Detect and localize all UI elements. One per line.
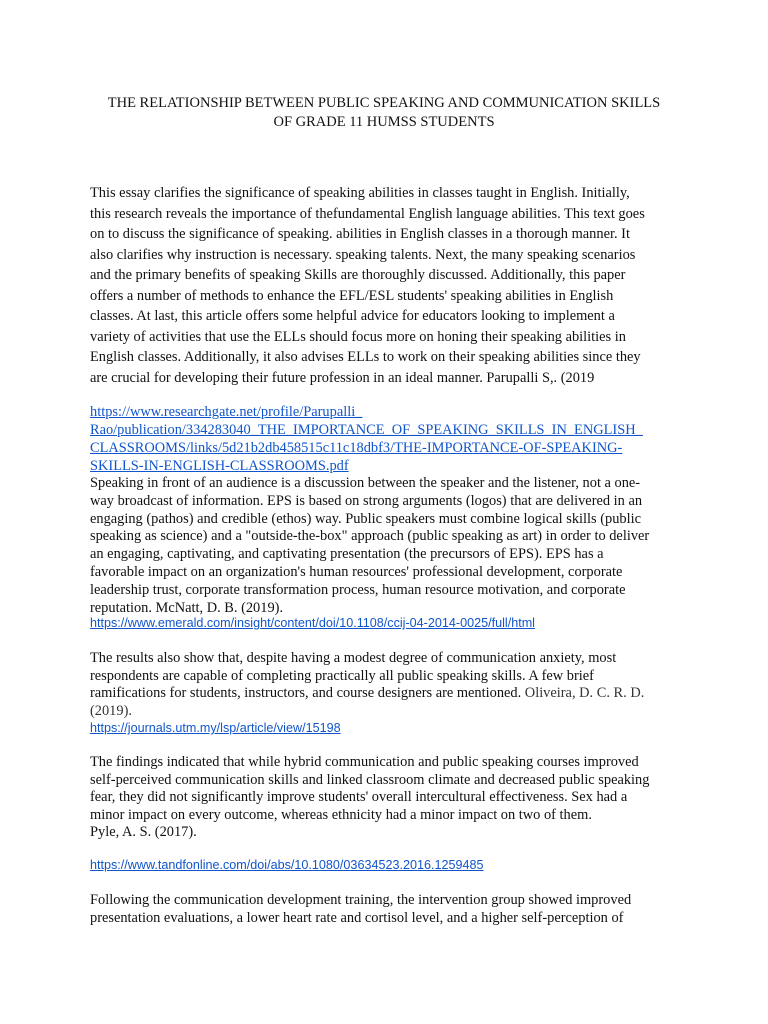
utm-journal-link[interactable]: https://journals.utm.my/lsp/article/view/15198: [90, 721, 341, 735]
text-line: The results also show that, despite having a modest degree of communication anxiety, most: [90, 650, 617, 666]
text-line: an engaging, captivating, and captivating presentation (the precursors of EPS). EPS has a: [90, 546, 604, 563]
text-line: on to discuss the significance of speaking. abilities in English classes in a thorough manner. It: [90, 226, 630, 242]
text-segment: ramifications for students, instructors, and course designers are mentioned.: [90, 685, 525, 701]
link-line: CLASSROOMS/links/5d21b2db458515c11c18dbf3/THE-IMPORTANCE-OF-SPEAKING-: [90, 440, 623, 456]
text-line: fear, they did not significantly improve students' overall intercultural effectiveness. Sex had a: [90, 789, 628, 806]
title-line: OF GRADE 11 HUMSS STUDENTS: [273, 114, 495, 130]
text-line: self-perceived communication skills and linked classroom climate and decreased public speaking: [90, 771, 650, 788]
link-line: SKILLS-IN-ENGLISH-CLASSROOMS.pdf: [90, 458, 349, 474]
text-line: Speaking in front of an audience is a discussion between the speaker and the listener, not a one-: [90, 475, 641, 491]
paragraph-pyle: [90, 754, 690, 842]
text-line: speaking as science) and a "outside-the-box" approach (public speaking as art) in order to deliver: [90, 528, 650, 545]
citation-year: (2019).: [90, 702, 132, 719]
citation: Oliveira, D. C. R. D.: [524, 685, 645, 701]
text-line: also clarifies why instruction is necessary. speaking talents. Next, the many speaking scenarios: [90, 246, 636, 263]
document-title: [90, 94, 678, 132]
text-line: favorable impact on an organization's human resources' professional development, corporate: [90, 563, 623, 580]
text-line: are crucial for developing their future profession in an ideal manner. Parupalli S,. (2019: [90, 369, 595, 386]
text-line: reputation. McNatt, D. B. (2019).: [90, 599, 284, 616]
link-line: Rao/publication/334283040_THE_IMPORTANCE_OF_SPEAKING_SKILLS_IN_ENGLISH_: [90, 422, 643, 438]
text-line: respondents are capable of completing practically all public speaking skills. A few brief: [90, 667, 594, 684]
researchgate-link[interactable]: [90, 403, 643, 475]
text-line: This essay clarifies the significance of speaking abilities in classes taught in English. Initially,: [90, 185, 630, 201]
paragraph-parupalli: [90, 183, 690, 388]
paragraph-oliveira: [90, 650, 690, 720]
paragraph-intervention: [90, 891, 690, 927]
text-line: variety of activities that use the ELLs should focus more on honing their speaking abilities in: [90, 328, 626, 345]
text-line: The findings indicated that while hybrid communication and public speaking courses improved: [90, 754, 639, 770]
text-line: presentation evaluations, a lower heart rate and cortisol level, and a higher self-perception of: [90, 910, 624, 926]
citation: Pyle, A. S. (2017).: [90, 824, 197, 841]
text-line: [90, 685, 690, 703]
text-line: this research reveals the importance of thefundamental English language abilities. This text goes: [90, 205, 645, 222]
text-line: Following the communication development training, the intervention group showed improved: [90, 892, 632, 908]
link-line: https://www.researchgate.net/profile/Parupalli_: [90, 404, 363, 420]
text-line: leadership trust, corporate transformation process, human resource motivation, and corporate: [90, 581, 626, 598]
text-line: way broadcast of information. EPS is based on strong arguments (logos) that are delivered in an: [90, 492, 643, 509]
text-line: offers a number of methods to enhance the EFL/ESL students' speaking abilities in English: [90, 287, 614, 304]
text-line: English classes. Additionally, it also advises ELLs to work on their speaking abilities since they: [90, 349, 641, 365]
text-line: minor impact on every outcome, whereas ethnicity had a minor impact on two of them.: [90, 806, 592, 823]
text-line: and the primary benefits of speaking Skills are thoroughly discussed. Additionally, this paper: [90, 267, 626, 283]
title-line: THE RELATIONSHIP BETWEEN PUBLIC SPEAKING AND COMMUNICATION SKILLS: [107, 95, 661, 111]
emerald-link[interactable]: https://www.emerald.com/insight/content/doi/10.1108/ccij-04-2014-0025/full/html: [90, 616, 535, 630]
paragraph-mcnatt: [90, 475, 690, 617]
text-line: engaging (pathos) and credible (ethos) way. Public speakers must combine logical skills (public: [90, 510, 641, 527]
tandfonline-link[interactable]: https://www.tandfonline.com/doi/abs/10.1080/03634523.2016.1259485: [90, 858, 484, 872]
text-line: classes. At last, this article offers some helpful advice for educators looking to implement a: [90, 308, 615, 324]
